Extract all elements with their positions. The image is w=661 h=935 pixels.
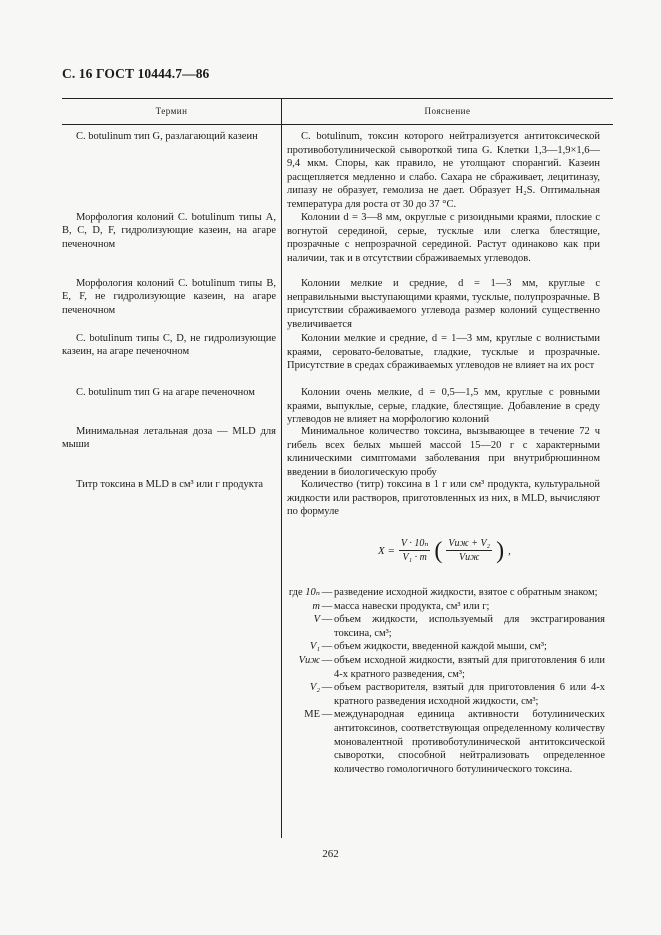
formula-legend: [287, 586, 605, 776]
legend-intro: где 10ₙ: [288, 587, 320, 598]
term-cell: С. botulinum тип G на агаре печеночном: [76, 387, 255, 398]
legend-dash: —: [321, 641, 333, 653]
definition-cell: Количество (титр) токсина в 1 г или см³ продукта, культуральной жидкости или растворов, приготовленных из них, в MLD, вычисляют по формуле: [287, 479, 600, 518]
term-cell: Морфология колоний С. botulinum типы В, Е, F, не гидролизующие казеин, на агаре печеночном: [62, 278, 276, 316]
legend-symbol: Vиж: [298, 654, 320, 666]
formula-denominator: V₁ · m: [402, 552, 427, 563]
legend-row: [287, 640, 605, 654]
legend-symbol: V: [313, 614, 320, 626]
term-cell: Морфология колоний С. botulinum типы А, В, С, D, F, гидролизующие казеин, на агаре печеночном: [62, 212, 276, 250]
column-divider: [281, 98, 282, 838]
column-header-term: Термин: [155, 106, 188, 116]
column-header-explanation: Пояснение: [424, 106, 471, 116]
legend-dash: —: [321, 682, 333, 694]
formula-lhs: X =: [378, 544, 395, 557]
legend-row: [287, 586, 605, 600]
formula-numerator: V · 10ₙ: [400, 538, 429, 549]
definition-cell: Колонии мелкие и средние, d = 1—3 мм, круглые с волнистыми краями, серовато-беловатые, гладкие, тусклые и прозрачные. Присутствие в средах сбраживаемых углеводов не влияет на их рост: [287, 333, 600, 372]
definition-cell: Колонии d = 3—8 мм, округлые с ризоидными краями, плоские с вогнутой серединой, серые, тусклые или слегка блестящие, прозрачные с непрозрачной серединой. Растут одинаково как при наличии, так и в отсутствии сбраживаемых углеводов.: [287, 212, 600, 264]
page-number: 262: [322, 848, 339, 860]
legend-row: [287, 613, 605, 640]
legend-text: разведение исходной жидкости, взятое с обратным знаком;: [334, 587, 598, 598]
term-cell: Титр токсина в MLD в см³ или г продукта: [76, 479, 264, 490]
legend-symbol: m: [312, 600, 320, 612]
legend-text: объем растворителя, взятый для приготовления 6 или 4-х кратного разведения исходной жидкости, см³;: [334, 682, 605, 707]
definition-cell: Минимальное количество токсина, вызывающее в течение 72 ч гибель всех белых мышей массой 15—20 г с характерными клиническими симптомами заболевания при внутрибрюшинном введении в биологическую пробу: [287, 426, 600, 478]
legend-symbol: V₂: [309, 682, 320, 694]
legend-text: объем жидкости, введенной каждой мыши, см³;: [334, 641, 547, 653]
legend-dash: —: [321, 654, 333, 666]
legend-dash: —: [321, 614, 333, 626]
table-top-rule: [62, 98, 613, 99]
legend-dash: —: [321, 600, 333, 612]
legend-row: [287, 654, 605, 681]
legend-text: объем жидкости, используемый для экстрагирования токсина, см³;: [334, 614, 605, 639]
legend-text: международная единица активности ботулинических антитоксинов, соответствующая определенному количеству моновалентной противоботулинической антитоксической сыворотки, способной нейтрализовать определенное количество гомологичного ботулинического токсина.: [334, 709, 605, 775]
legend-row: [287, 600, 605, 614]
term-cell: С. botulinum тип G, разлагающий казеин: [76, 131, 258, 142]
formula-inner-fraction: [446, 538, 492, 563]
legend-text: масса навески продукта, см³ или г;: [334, 600, 490, 612]
formula-close-paren: ): [496, 537, 505, 564]
formula-inner-numerator: Vиж + V₂: [448, 538, 491, 549]
formula-comma: ,: [508, 544, 511, 557]
formula-main-fraction: [399, 538, 430, 563]
term-cell: С. botulinum типы С, D, не гидролизующие казеин, на агаре печеночном: [62, 333, 276, 358]
legend-symbol: МЕ: [304, 709, 320, 721]
page-header: С. 16 ГОСТ 10444.7—86: [62, 66, 210, 81]
table-header-rule: [62, 124, 613, 125]
legend-symbol: V₁: [309, 641, 320, 653]
term-cell: Минимальная летальная доза — MLD для мыши: [62, 426, 276, 451]
definition-cell: Колонии мелкие и средние, d = 1—3 мм, круглые с неправильными выступающими краями, тусклые, полупрозрачные. В присутствии сбраживаемого углевода размер колоний существенно увеличивается: [287, 278, 600, 330]
legend-row: [287, 708, 605, 776]
toxin-titer-formula: [378, 538, 511, 563]
legend-row: [287, 681, 605, 708]
legend-dash: —: [321, 709, 333, 721]
legend-text: объем исходной жидкости, взятый для приготовления 6 или 4-х кратного разведения, см³;: [334, 654, 605, 680]
formula-open-paren: (: [434, 537, 443, 564]
legend-dash: —: [321, 587, 333, 598]
definition-cell: Колонии очень мелкие, d = 0,5—1,5 мм, круглые с ровными краями, выпуклые, серые, гладкие, блестящие. Добавление в среду углеводов не влияет на морфологию колоний: [287, 387, 600, 426]
definition-cell: С. botulinum, токсин которого нейтрализуется антитоксической противоботулинической сывороткой типа G. Клетки 1,3—1,9×1,6—9,4 мкм. Споры, как правило, не утолщают спорангий. Казеин расщепляется медленно и слабо. Сахара не сбраживает, лецитиназу, липазу не образует, гемолиза не дает. Образует H₂S. Оптимальная температура для роста от 30 до 37 °С.: [287, 131, 600, 210]
formula-inner-denominator: Vиж: [459, 552, 480, 563]
